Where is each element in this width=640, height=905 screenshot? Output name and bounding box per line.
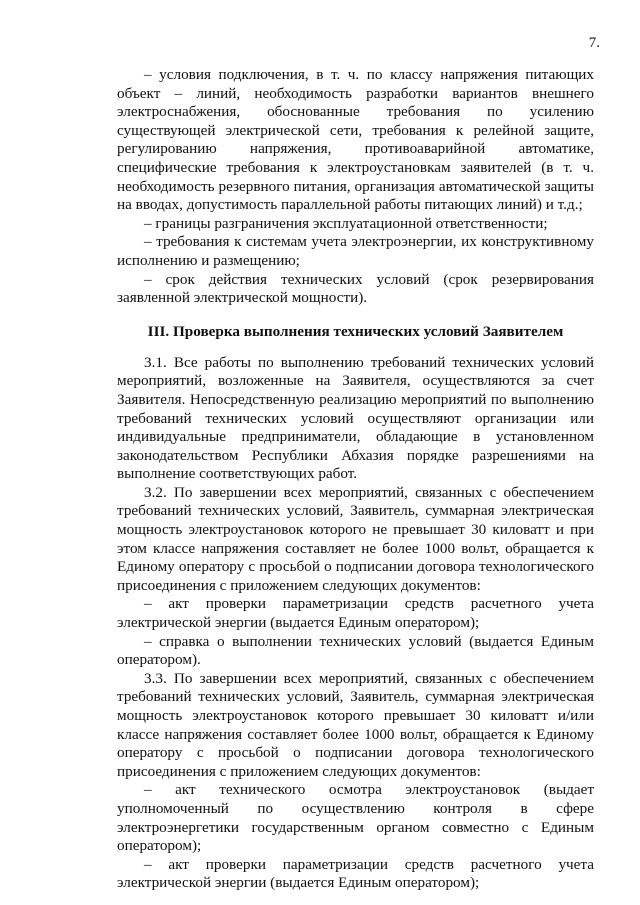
list-item-compliance-certificate: – справка о выполнении технических условий (выдается Единым оператором). [117, 632, 594, 669]
document-body [117, 66, 594, 893]
list-item-validity-period: – срок действия технических условий (срок резервирования заявленной электрической мощности). [117, 270, 594, 307]
page-number: 7. [588, 35, 600, 51]
paragraph-3-2: 3.2. По завершении всех мероприятий, связанных с обеспечением требований технических условий, Заявитель, суммарная электрическая мощность электроустановок которого не превышает 30 киловатт и при этом классе напряжения составляет не более 1000 вольт, обращается к Единому оператору с просьбой о подписании договора технологического присоединения с приложением следующих документов: [117, 483, 594, 594]
section-title: III. Проверка выполнения технических условий Заявителем [147, 322, 564, 340]
list-item-inspection-act: – акт технического осмотра электроустановок (выдает уполномоченный по осуществлению контроля в сфере электроэнергетики государственным органом совместно с Единым оператором); [117, 781, 594, 855]
paragraph-3-3: 3.3. По завершении всех мероприятий, связанных с обеспечением требований технических условий, Заявитель, суммарная электрическая мощность электроустановок которого превышает 30 киловатт и/или классе напряжения составляет более 1000 вольт, обращается к Единому оператору с просьбой о подписании договора технологического присоединения с приложением следующих документов: [117, 669, 594, 780]
paragraph-3-1: 3.1. Все работы по выполнению требований технических условий мероприятий, возложенные на Заявителя, осуществляются за счет Заявителя. Непосредственную реализацию мероприятий по выполнению требований технических условий осуществляют организации или индивидуальные предприниматели, обладающие в установленном законодательством Республики Абхазия порядке разрешениями на выполнение соответствующих работ. [117, 353, 594, 483]
list-item-metering-requirements: – требования к системам учета электроэнергии, их конструктивному исполнению и размещению; [117, 233, 594, 269]
list-item-metering-act: – акт проверки параметризации средств расчетного учета электрической энергии (выдается Единым оператором); [117, 595, 594, 632]
list-item-connection-conditions: – условия подключения, в т. ч. по классу напряжения питающих объект – линий, необходимость разработки вариантов внешнего электроснабжения, обоснованные требования по усилению существующей электрической сети, требования к релейной защите, регулированию напряжения, противоаварийной автоматике, специфические требования к электроустановкам заявителей (в т. ч. необходимость резервного питания, организация автоматической защиты на вводах, допустимость параллельной работы питающих линий) и т.д.; [117, 66, 594, 214]
list-item-metering-act-2: – акт проверки параметризации средств расчетного учета электрической энергии (выдается Единым оператором); [117, 855, 594, 892]
list-item-responsibility-boundaries: – границы разграничения эксплуатационной ответственности; [144, 214, 548, 232]
